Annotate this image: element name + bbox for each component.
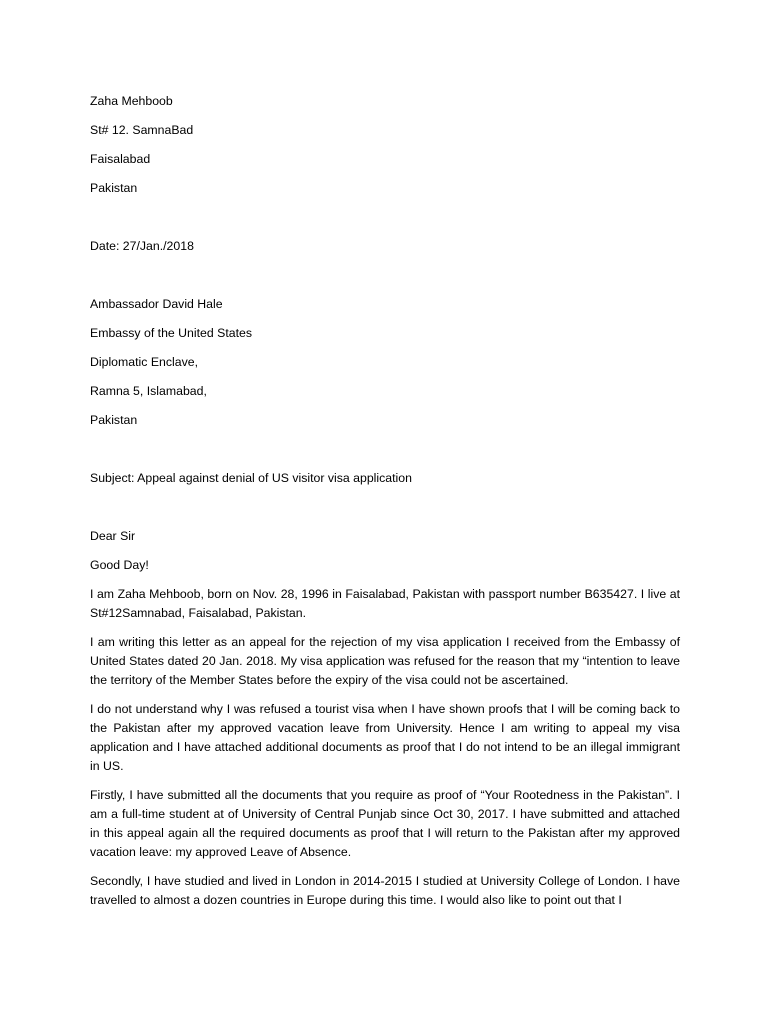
sender-city: Faisalabad bbox=[90, 152, 151, 166]
recipient-address bbox=[90, 295, 680, 440]
letter-subject: Subject: Appeal against denial of US visitor visa application bbox=[90, 471, 412, 485]
sender-name: Zaha Mehboob bbox=[90, 94, 173, 108]
recipient-country: Pakistan bbox=[90, 413, 138, 427]
recipient-org: Embassy of the United States bbox=[90, 326, 252, 340]
letter-date: Date: 27/Jan./2018 bbox=[90, 239, 194, 253]
letter-body bbox=[90, 92, 680, 920]
salutation: Dear Sir bbox=[90, 529, 136, 543]
sender-address bbox=[90, 92, 680, 208]
paragraph-purpose: I am writing this letter as an appeal for the rejection of my visa application I received from the Embassy of United States dated 20 Jan. 2018. My visa application was refused for the reason that my “intention to leave the territory of the Member States before the expiry of the visa could not be ascertained. bbox=[90, 635, 680, 687]
paragraph-firstly: Firstly, I have submitted all the documents that you require as proof of “Your Rootedness in the Pakistan”. I am a full-time student at of University of Central Punjab since Oct 30, 2017. I have submitted and attached in this appeal again all the required documents as proof that I will return to the Pakistan after my approved vacation leave: my approved Leave of Absence. bbox=[90, 788, 680, 859]
greeting: Good Day! bbox=[90, 558, 149, 572]
paragraph-secondly: Secondly, I have studied and lived in London in 2014-2015 I studied at University College of London. I have travelled to almost a dozen countries in Europe during this time. I would also like to point out that I bbox=[90, 874, 680, 907]
sender-country: Pakistan bbox=[90, 181, 138, 195]
sender-street: St# 12. SamnaBad bbox=[90, 123, 194, 137]
paragraph-intro: I am Zaha Mehboob, born on Nov. 28, 1996 in Faisalabad, Pakistan with passport number B635427. I live at St#12Samnabad, Faisalabad, Pakistan. bbox=[90, 587, 680, 620]
recipient-name: Ambassador David Hale bbox=[90, 297, 223, 311]
paragraph-reason: I do not understand why I was refused a tourist visa when I have shown proofs that I will be coming back to the Pakistan after my approved vacation leave from University. Hence I am writing to appeal my visa application and I have attached additional documents as proof that I do not intend to be an illegal immigrant in US. bbox=[90, 702, 680, 773]
recipient-street: Ramna 5, Islamabad, bbox=[90, 384, 207, 398]
recipient-area: Diplomatic Enclave, bbox=[90, 355, 198, 369]
